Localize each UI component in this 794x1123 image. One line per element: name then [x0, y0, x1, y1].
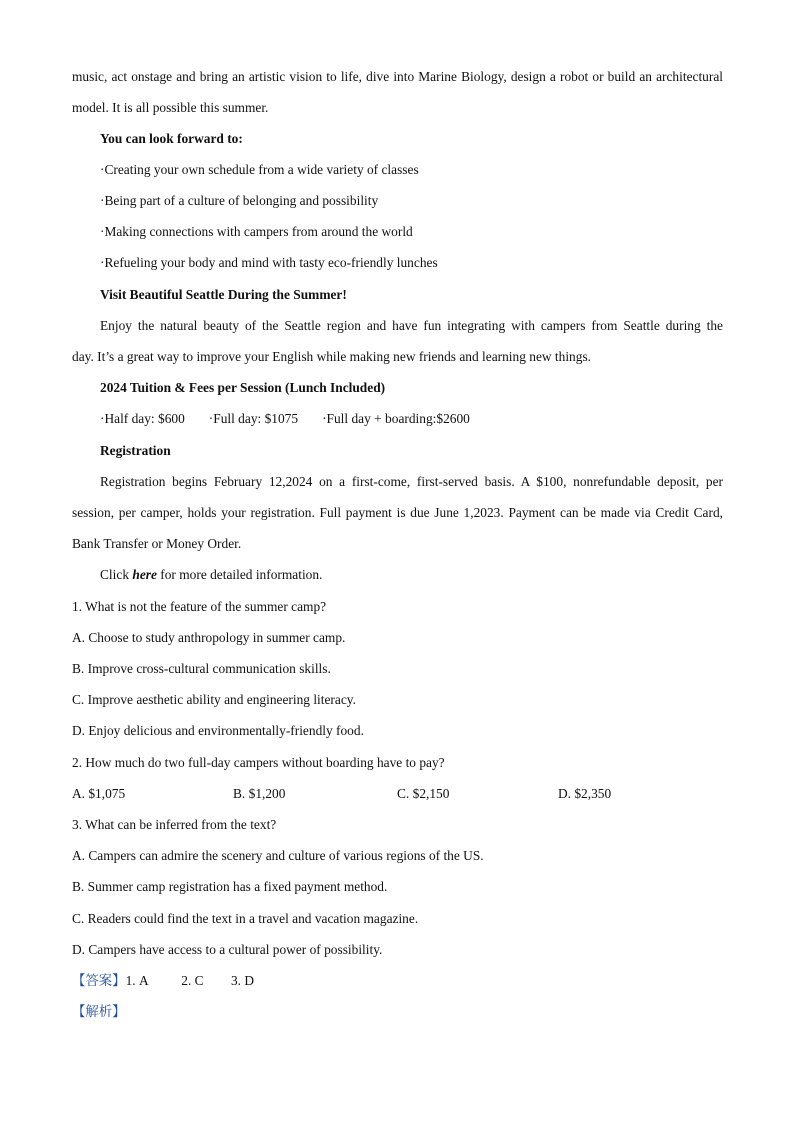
intro-line-1: music, act onstage and bring an artistic vision to life, dive into Marine Biology, design a robot or build an architectural	[72, 69, 723, 84]
q3-option-b: B. Summer camp registration has a fixed payment method.	[72, 879, 388, 894]
seattle-line-2: day. It’s a great way to improve your English while making new friends and learning new things.	[72, 349, 592, 364]
q2-option-b: B. $1,200	[233, 786, 286, 801]
look-forward-heading: You can look forward to:	[100, 131, 243, 146]
seattle-heading: Visit Beautiful Seattle During the Summer!	[100, 287, 347, 302]
here-link[interactable]: here	[132, 567, 157, 582]
tuition-heading: 2024 Tuition & Fees per Session (Lunch Included)	[100, 380, 386, 395]
registration-heading: Registration	[100, 443, 171, 458]
q1-option-b: B. Improve cross-cultural communication skills.	[72, 661, 331, 676]
detail-text: for more detailed information.	[160, 567, 323, 582]
answer-3: 3. D	[230, 973, 254, 988]
registration-line-1: Registration begins February 12,2024 on a first-come, first-served basis. A $100, nonrefundable deposit, per	[100, 474, 723, 489]
question-1-stem: 1. What is not the feature of the summer camp?	[72, 599, 327, 614]
q3-option-c: C. Readers could find the text in a travel and vacation magazine.	[72, 911, 419, 926]
answer-tag: 【答案】	[72, 973, 126, 988]
q2-option-a: A. $1,075	[72, 786, 126, 801]
q1-option-a: A. Choose to study anthropology in summer camp.	[72, 630, 346, 645]
q3-option-d: D. Campers have access to a cultural power of possibility.	[72, 942, 383, 957]
tuition-prices	[100, 411, 723, 427]
question-3-stem: 3. What can be inferred from the text?	[72, 817, 277, 832]
analysis-tag: 【解析】	[72, 1004, 126, 1019]
click-text: Click	[100, 567, 130, 582]
price-half-day: ·Half day: $600	[100, 411, 185, 426]
q2-option-c: C. $2,150	[397, 786, 450, 801]
bullet-item: ·Refueling your body and mind with tasty eco-friendly lunches	[100, 255, 438, 270]
intro-line-2: model. It is all possible this summer.	[72, 100, 269, 115]
answer-line	[72, 973, 723, 989]
click-here-line	[100, 567, 723, 583]
answer-1: 1. A	[125, 973, 148, 988]
answer-2: 2. C	[181, 973, 204, 988]
q3-option-a: A. Campers can admire the scenery and culture of various regions of the US.	[72, 848, 484, 863]
seattle-line-1: Enjoy the natural beauty of the Seattle region and have fun integrating with campers from Seattle during the	[100, 318, 723, 333]
question-2-stem: 2. How much do two full-day campers without boarding have to pay?	[72, 755, 445, 770]
price-full-day-boarding: ·Full day + boarding:$2600	[322, 411, 470, 426]
registration-line-3: Bank Transfer or Money Order.	[72, 536, 242, 551]
registration-line-2: session, per camper, holds your registration. Full payment is due June 1,2023. Payment can be made via Credit Card,	[72, 505, 723, 520]
bullet-item: ·Making connections with campers from around the world	[100, 224, 413, 239]
price-full-day: ·Full day: $1075	[208, 411, 299, 426]
bullet-item: ·Creating your own schedule from a wide variety of classes	[100, 162, 419, 177]
q1-option-c: C. Improve aesthetic ability and engineering literacy.	[72, 692, 356, 707]
q2-option-d: D. $2,350	[558, 786, 612, 801]
q2-options	[72, 786, 723, 802]
q1-option-d: D. Enjoy delicious and environmentally-friendly food.	[72, 723, 364, 738]
bullet-item: ·Being part of a culture of belonging and possibility	[100, 193, 379, 208]
